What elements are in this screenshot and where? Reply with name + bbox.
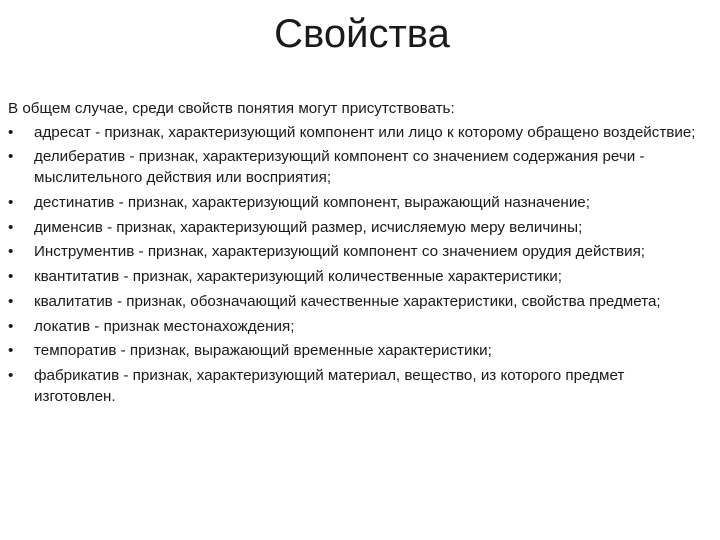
list-item-text: локатив - признак местонахождения; [34, 317, 295, 335]
list-item [8, 317, 708, 338]
list-item-text: Инструментив - признак, характеризующий компонент со значением орудия действия; [34, 243, 646, 261]
list-item [8, 218, 708, 239]
bullet-icon: • [8, 342, 14, 360]
bullet-icon: • [8, 123, 14, 141]
list-item [8, 366, 708, 407]
list-item-text: квалитатив - признак, обозначающий качественные характеристики, свойства предмета; [34, 292, 661, 310]
list-item [8, 341, 708, 362]
list-item-text: дименсив - признак, характеризующий размер, исчисляемую меру величины; [34, 218, 583, 236]
bullet-icon: • [8, 193, 14, 211]
bullet-icon: • [8, 218, 14, 236]
bullet-icon: • [8, 317, 14, 335]
list-item [8, 147, 708, 188]
bullet-icon: • [8, 268, 14, 286]
list-item-text: дестинатив - признак, характеризующий компонент, выражающий назначение; [34, 193, 590, 211]
list-item-text: делибератив - признак, характеризующий компонент со значением содержания речи - мыслительного действия или восприятия; [34, 148, 645, 186]
properties-list [8, 123, 708, 408]
list-item-text: темпоратив - признак, выражающий временные характеристики; [34, 342, 492, 360]
bullet-icon: • [8, 243, 14, 261]
list-item [8, 242, 708, 263]
bullet-icon: • [8, 292, 14, 310]
slide-title: Свойства [274, 12, 450, 56]
list-item [8, 292, 708, 313]
bullet-icon: • [8, 148, 14, 166]
intro-text: В общем случае, среди свойств понятия могут присутствовать: [8, 100, 455, 117]
bullet-icon: • [8, 367, 14, 385]
list-item [8, 267, 708, 288]
list-item [8, 123, 708, 144]
list-item-text: фабрикатив - признак, характеризующий материал, вещество, из которого предмет изготовлен. [34, 367, 625, 405]
list-item-text: адресат - признак, характеризующий компонент или лицо к которому обращено воздействие; [34, 123, 696, 141]
slide-body [8, 99, 708, 412]
list-item [8, 193, 708, 214]
list-item-text: квантитатив - признак, характеризующий количественные характеристики; [34, 268, 562, 286]
